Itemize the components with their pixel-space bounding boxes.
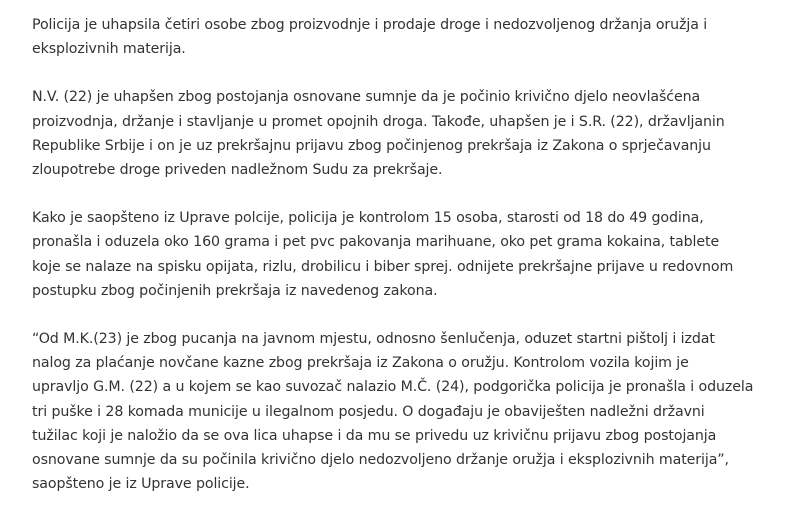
paragraph-intro: Policija je uhapsila četiri osobe zbog proizvodnje i prodaje droge i nedozvoljenog držanja oružja i eksplozivnih materija. [32, 17, 708, 58]
paragraph-arrests: N.V. (22) je uhapšen zbog postojanja osnovane sumnje da je počinio krivično djelo neovlašćena proizvodnja, držanje i stavljanje u promet opojnih droga. Takođe, uhapšen je i S.R. (22), državljanin Republike Srbije i on je uz prekršajnu prijavu zbog počinjenog prekršaja iz Zakona o sprječavanju zloupotrebe droge priveden nadležnom Sudu za prekršaje. [32, 89, 725, 179]
paragraph-quote: “Od M.K.(23) je zbog pucanja na javnom mjestu, odnosno šenlučenja, oduzet startni pištolj i izdat nalog za plaćanje novčane kazne zbog prekršaja iz Zakona o oružju. Kontrolom vozila kojim je upravljo G.M. (22) a u kojem se kao suvozač nalazio M.Č. (24), podgorička policija je pronašla i oduzela tri puške i 28 komada municije u ilegalnom posjedu. O događaju je obaviješten nadležni državni tužilac koji je naložio da se ova lica uhapse i da mu se privedu uz krivičnu prijavu zbog postojanja osnovane sumnje da su počinila krivično djelo nedozvoljeno držanje oružja i eksplozivnih materija”, saopšteno je iz Uprave policije. [32, 331, 754, 493]
paragraph-seizure: Kako je saopšteno iz Uprave polcije, policija je kontrolom 15 osoba, starosti od 18 do 49 godina, pronašla i oduzela oko 160 grama i pet pvc pakovanja marihuane, oko pet grama kokaina, tablete koje se nalaze na spisku opijata, rizlu, drobilicu i biber sprej. odnijete prekršajne prijave u redovnom postupku zbog počinjenih prekršaja iz navedenog zakona. [32, 210, 734, 299]
